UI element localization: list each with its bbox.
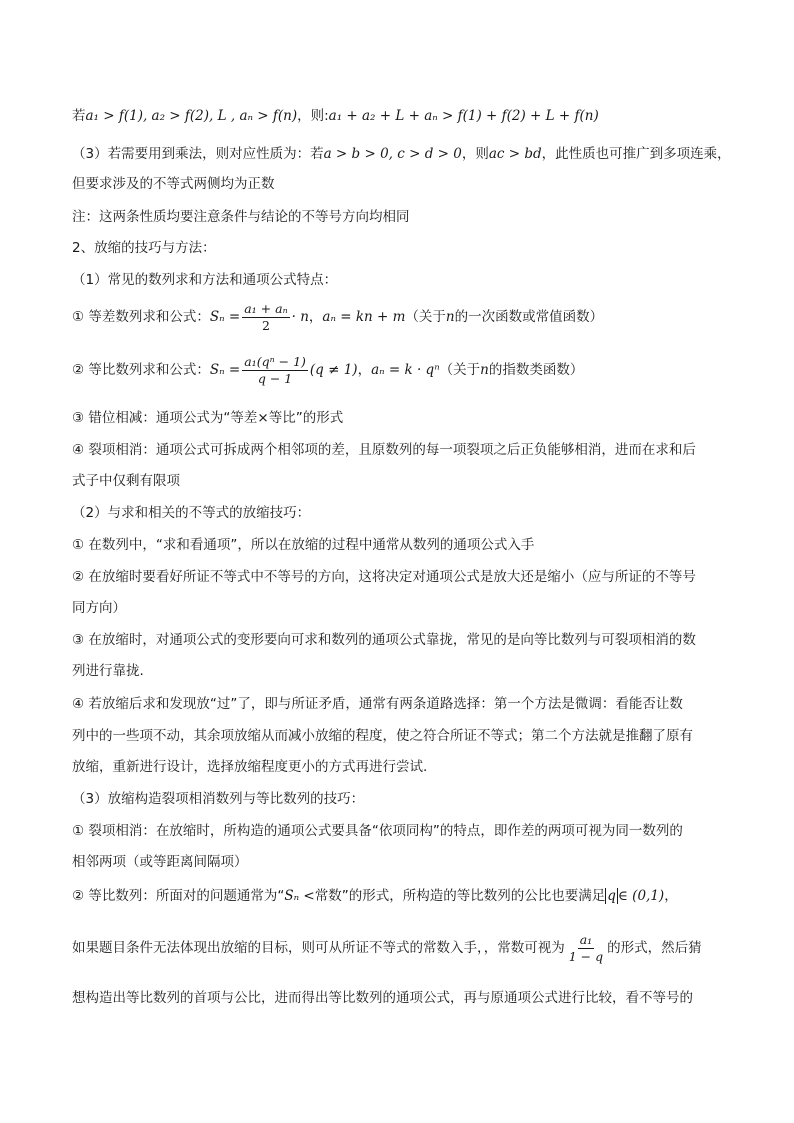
numerator: a₁ + aₙ: [244, 300, 288, 316]
text-line: 想构造出等比数列的首项与公比，进而得出等比数列的通项公式，再与原通项公式进行比较，看不等号的: [72, 990, 693, 1006]
text: （关于: [405, 309, 446, 325]
text: ② 等比数列：所面对的问题通常为“: [72, 888, 285, 904]
text-line: [72, 144, 731, 164]
math-expression: aₙ = k · qⁿ: [371, 362, 440, 378]
text: <常数”的形式，所构造的等比数列的公比也要满足: [299, 888, 606, 904]
text: ② 等比数列求和公式：: [72, 362, 210, 378]
text-line: ④ 若放缩后求和发现放“过”了，即与所证矛盾，通常有两条道路选择：第一个方法是微调：看能否让数: [72, 696, 683, 712]
text-line: ③ 错位相减：通项公式为“等差×等比”的形式: [72, 410, 344, 426]
absolute-value: q: [607, 888, 616, 904]
text-line: ① 裂项相消：在放缩时，所构造的通项公式要具备“依项同构”的特点，即作差的两项可视为同一数列的: [72, 823, 683, 839]
text-line: 列进行靠拢.: [72, 663, 144, 679]
fraction: [242, 301, 289, 334]
text: （3）若需要用到乘法，则对应性质为：若: [72, 146, 324, 162]
text-line: 相邻两项（或等距离间隔项）: [72, 854, 248, 870]
math-expression: n: [445, 309, 455, 325]
math-expression: a > b > 0, c > d > 0: [323, 146, 462, 162]
text: ，: [664, 888, 678, 904]
text: 若: [72, 108, 86, 124]
text-line: 但要求涉及的不等式两侧均为正数: [72, 176, 275, 192]
text-line: ③ 在放缩时，对通项公式的变形要向可求和数列的通项公式靠拢，常见的是向等比数列与可裂项相消的数: [72, 632, 696, 648]
text-line: 放缩，重新进行设计，选择放缩程度更小的方式再进行尝试.: [72, 759, 428, 775]
section-heading: 2、放缩的技巧与方法：: [72, 240, 216, 256]
denominator: q − 1: [257, 370, 293, 386]
formula-line: [72, 300, 603, 334]
text: ，则:: [297, 108, 329, 124]
math-expression: a₁ > f(1), a₂ > f(2), L , aₙ > f(n): [85, 108, 298, 124]
text: 的指数类函数）: [488, 362, 584, 378]
text: （关于: [439, 362, 481, 378]
text: ，则: [461, 146, 489, 162]
text: ，此性质也可推广到多项连乘，: [541, 146, 731, 162]
math-expression: Sₙ =: [209, 309, 241, 325]
subsection-heading: （1）常见的数列求和方法和通项公式特点：: [72, 272, 338, 288]
math-expression: (q ≠ 1): [309, 362, 358, 378]
text: ，: [308, 309, 323, 325]
math-expression: · n: [291, 309, 309, 325]
note-line: 注：这两条性质均要注意条件与结论的不等号方向均相同: [72, 209, 410, 225]
text-line: 同方向）: [72, 600, 126, 616]
numerator: a₁(qⁿ − 1): [244, 353, 306, 369]
text-line: ① 在数列中，“求和看通项”，所以在放缩的过程中通常从数列的通项公式入手: [72, 537, 535, 553]
text: ① 等差数列求和公式：: [72, 309, 210, 325]
fraction: [242, 354, 308, 387]
text: 如果题目条件无法体现出放缩的目标，则可从所证不等式的常数入手，，常数可视为: [72, 940, 565, 956]
math-expression: Sₙ: [284, 888, 300, 904]
numerator: a₁: [579, 931, 593, 947]
math-expression: aₙ = kn + m: [322, 309, 406, 325]
text-line: ④ 裂项相消：通项公式可拆成两个相邻项的差，且原数列的每一项裂项之后正负能够相消，进而在求和后: [72, 442, 696, 458]
subsection-heading: （2）与求和相关的不等式的放缩技巧：: [72, 505, 311, 521]
math-expression: Sₙ =: [209, 362, 241, 378]
text-line: [72, 106, 599, 126]
fraction: [567, 932, 605, 965]
math-expression: a₁ + a₂ + L + aₙ > f(1) + f(2) + L + f(n): [328, 108, 599, 124]
text-line: [72, 886, 678, 906]
text: 的一次函数或常值函数）: [454, 309, 604, 325]
math-expression: ∈ (0,1): [617, 888, 665, 904]
text: 的形式，然后猜: [607, 940, 702, 956]
text-line: ② 在放缩时要看好所证不等式中不等号的方向，这将决定对通项公式是放大还是缩小（应与所证的不等号: [72, 569, 696, 585]
math-expression: n: [480, 362, 489, 378]
text-line: 式子中仅剩有限项: [72, 473, 180, 489]
denominator: 2: [261, 317, 270, 333]
text-line: 列中的一些项不动，其余项放缩从而减小放缩的程度，使之符合所证不等式；第二个方法就是推翻了原有: [72, 728, 693, 744]
text: ，: [357, 362, 372, 378]
denominator: 1 − q: [568, 948, 604, 964]
formula-line: [72, 352, 583, 388]
text-line: [72, 930, 702, 966]
subsection-heading: （3）放缩构造裂项相消数列与等比数列的技巧：: [72, 791, 365, 807]
math-expression: ac > bd: [488, 146, 542, 162]
